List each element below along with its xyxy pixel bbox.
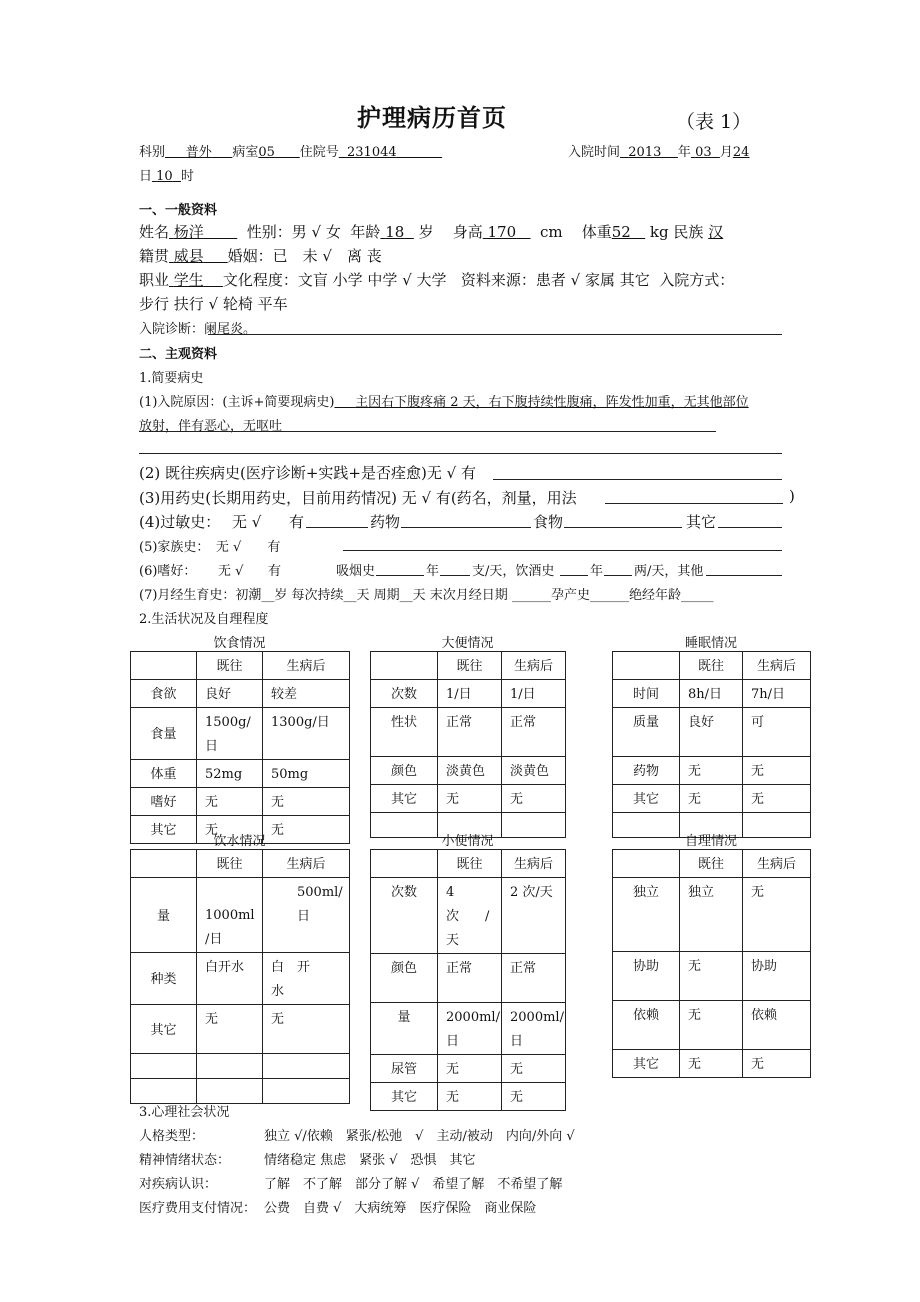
smoke-blank-1 [376,575,424,576]
sleep-table [612,651,811,838]
row-label: 颜色 [371,954,438,1003]
row-label: 药物 [613,757,680,785]
psycho-value: 情绪稳定 焦虑 紧张 √ 恐惧 其它 [264,1153,476,1168]
ward-value: 05 [258,145,275,160]
row-label: 协助 [613,952,680,1001]
cell-after: 白 开 水 [263,953,350,1005]
table-header-empty [131,652,197,680]
hobby-none: 无 √ [218,564,244,579]
height-value: 170 [487,223,517,241]
diagnosis-underline [208,334,782,335]
reason-row: (1)入院原因：(主诉+简要现病史) 主因右下腹疼痛 2 天，右下腹持续性腹痛，阵发性加重，无其他部位 [139,395,749,410]
drink-year: 年 [590,564,604,579]
psycho-label: 对疾病认识： [139,1177,218,1192]
cell-after: 无 [263,816,350,844]
cell-before: 无 [197,788,263,816]
admit-year: 2013 [628,145,662,160]
cell-before: 2000ml/ 日 [438,1003,502,1055]
table-header-empty [613,850,680,878]
row-label: 依赖 [613,1001,680,1050]
cell-before: 无 [197,816,263,844]
col-before: 既往 [197,850,263,878]
cell-after: 较差 [263,680,350,708]
menses-row: (7)月经生育史：初潮__岁 每次持续__天 周期__天 末次月经日期 ______孕产史______绝经年龄_____ [139,588,714,603]
section-general-heading: 一、一般资料 [139,203,218,218]
cell-before: 1500g/ 日 [197,708,263,760]
cell-before: 白开水 [197,953,263,1005]
ward-label: 病室 [232,145,259,160]
caption-selfcare: 自理情况 [684,834,737,849]
cell-before: 无 [438,1055,502,1083]
medication-close: ) [789,487,795,505]
row-label: 其它 [131,1005,197,1054]
smoke-year: 年 [426,564,440,579]
cell-before: 正常 [438,708,502,757]
empty-cell [197,1054,263,1079]
hobby-label: (6)嗜好： [139,564,197,579]
row-label: 尿管 [371,1055,438,1083]
row-label: 独立 [613,878,680,952]
allergy-other: 其它 [686,513,717,531]
admit-way-options: 步行 扶行 √ 轮椅 平车 [139,295,288,313]
row-label: 其它 [613,1050,680,1078]
hobby-other-blank [706,575,782,576]
caption-urine: 小便情况 [441,834,494,849]
admit-day: 24 [732,145,750,160]
cell-after: 1300g/日 [263,708,350,760]
ethnic-value: 汉 [708,223,724,241]
row-label: 体重 [131,760,197,788]
cell-before: 无 [680,952,743,1001]
family-history-row: (5)家族史： 无 √ 有 [139,540,281,555]
table-header-empty [131,850,197,878]
caption-sleep: 睡眠情况 [684,636,737,651]
dept-label: 科别 [139,145,166,160]
allergy-food: 食物 [533,513,564,531]
cell-after: 50mg [263,760,350,788]
col-after: 生病后 [502,652,566,680]
row-label: 食量 [131,708,197,760]
empty-cell [263,1054,350,1079]
smoke-label: 吸烟史 [336,564,376,579]
drink-blank-2 [604,575,632,576]
cell-after: 可 [743,708,811,757]
cell-before: 无 [680,1050,743,1078]
origin-value: 威县 [173,247,204,265]
cell-after: 1/日 [502,680,566,708]
drink-blank-1 [560,575,588,576]
allergy-blank-2 [401,527,531,528]
empty-cell [197,1079,263,1104]
col-before: 既往 [438,652,502,680]
hosp-no-value: 231044 [347,145,397,160]
hosp-no-label: 住院号 [299,145,339,160]
cell-after: 无 [743,785,811,813]
allergy-blank-3 [564,527,682,528]
cell-before: 良好 [197,680,263,708]
caption-diet: 饮食情况 [213,636,266,651]
col-before: 既往 [438,850,502,878]
smoke-blank-2 [440,575,470,576]
col-after: 生病后 [263,850,350,878]
row-label: 时间 [613,680,680,708]
drink-unit: 两/天，其他 [634,564,704,579]
cell-after: 无 [743,757,811,785]
reason-line-1: 主因右下腹疼痛 2 天，右下腹持续性腹痛，阵发性加重，无其他部位 [355,395,749,410]
cell-before: 良好 [680,708,743,757]
cell-before: 52mg [197,760,263,788]
psycho-value: 独立 √/依赖 紧张/松弛 √ 主动/被动 内向/外向 √ [264,1129,575,1144]
allergy-drug: 药物 [370,513,401,531]
table-header-empty [371,850,438,878]
stool-table [370,651,566,838]
medication-blank [605,503,783,504]
weight-value: 52 [611,223,631,241]
psycho-label: 医疗费用支付情况： [139,1201,257,1216]
row-label: 性状 [371,708,438,757]
admission-hour: 日 10 时 [139,169,194,184]
water-table [130,849,350,1104]
cell-after: 无 [502,1055,566,1083]
diet-table [130,651,350,844]
smoke-unit: 支/天，饮酒史 [472,564,555,579]
allergy-blank-4 [718,527,782,528]
cell-after: 无 [263,788,350,816]
row-label: 量 [371,1003,438,1055]
cell-before: 1/日 [438,680,502,708]
row-label: 量 [131,878,197,953]
row-label: 颜色 [371,757,438,785]
cell-before: 独立 [680,878,743,952]
selfcare-table [612,849,811,1078]
family-blank [343,550,782,551]
cell-before: 淡黄色 [438,757,502,785]
medication-row: (3)用药史(长期用药史，目前用药情况) 无 √ 有(药名，剂量，用法 [139,489,577,507]
empty-cell [131,1054,197,1079]
psycho-label: 精神情绪状态： [139,1153,231,1168]
row-label: 次数 [371,680,438,708]
cell-after: 2 次/天 [502,878,566,954]
cell-before: 无 [197,1005,263,1054]
allergy-none: 无 √ [232,513,262,531]
cell-before: 无 [680,757,743,785]
cell-after: 无 [263,1005,350,1054]
row-label: 食欲 [131,680,197,708]
dept-value: 普外 [185,145,212,160]
cell-before: 无 [438,785,502,813]
psycho-title: 3.心理社会状况 [139,1105,230,1120]
general-line-1: 姓名 杨洋 性别：男 √ 女 年龄 18 岁 身高 170 cm 体重52 kg 民族 汉 [139,223,724,241]
col-after: 生病后 [502,850,566,878]
col-after: 生病后 [263,652,350,680]
row-label: 其它 [371,1083,438,1111]
caption-water: 饮水情况 [213,834,266,849]
col-before: 既往 [197,652,263,680]
admission-line [139,141,442,160]
row-label: 次数 [371,878,438,954]
general-line-3: 职业 学生 文化程度：文盲 小学 中学 √ 大学 资料来源：患者 √ 家属 其它 入院方式： [139,271,735,289]
row-label: 其它 [131,816,197,844]
cell-before: 无 [680,785,743,813]
page-title: 护理病历首页 [357,103,507,132]
empty-cell [131,1079,197,1104]
caption-stool: 大便情况 [441,636,494,651]
cell-after: 无 [743,1050,811,1078]
cell-after: 无 [502,785,566,813]
hobby-have: 有 [268,564,282,579]
table-header-empty [371,652,438,680]
allergy-label: (4)过敏史： [139,513,221,531]
urine-table [370,849,566,1111]
past-history-blank [493,479,782,480]
row-label: 种类 [131,953,197,1005]
row-label: 其它 [613,785,680,813]
cell-before: 正常 [438,954,502,1003]
cell-after: 2000ml/ 日 [502,1003,566,1055]
cell-after: 依赖 [743,1001,811,1050]
diagnosis-row: 入院诊断：阑尾炎。 [139,322,257,337]
row-label: 其它 [371,785,438,813]
psycho-value: 公费 自费 √ 大病统筹 医疗保险 商业保险 [264,1201,537,1216]
cell-before: 1000ml /日 [197,878,263,953]
cell-after: 无 [743,878,811,952]
cell-before: 无 [438,1083,502,1111]
empty-cell [263,1079,350,1104]
cell-after: 500ml/ 日 [263,878,350,953]
cell-after: 协助 [743,952,811,1001]
cell-after: 7h/日 [743,680,811,708]
allergy-blank-1 [306,527,368,528]
cell-after: 无 [502,1083,566,1111]
admit-month: 03 [695,145,712,160]
cell-before: 8h/日 [680,680,743,708]
psycho-label: 人格类型： [139,1129,205,1144]
row-label: 嗜好 [131,788,197,816]
col-after: 生病后 [743,850,811,878]
admission-time: 入院时间 2013 年 03 月24 [568,145,750,160]
reason-blank-line [139,453,782,454]
table-header-empty [613,652,680,680]
admit-hour: 10 [156,169,173,184]
allergy-have: 有 [289,513,305,531]
cell-after: 淡黄色 [502,757,566,785]
job-value: 学生 [173,271,204,289]
diagnosis-value: 阑尾炎。 [204,322,257,337]
cell-after: 正常 [502,708,566,757]
past-history-row: (2) 既往疾病史(医疗诊断+实践+是否痊愈)无 √ 有 [139,464,476,482]
life-title: 2.生活状况及自理程度 [139,612,269,627]
history-title: 1.简要病史 [139,371,204,386]
row-label: 质量 [613,708,680,757]
age-value: 18 [385,223,405,241]
col-before: 既往 [680,850,743,878]
col-before: 既往 [680,652,743,680]
cell-after: 正常 [502,954,566,1003]
cell-before: 无 [680,1001,743,1050]
reason-underline-2 [139,431,716,432]
col-after: 生病后 [743,652,811,680]
table-tag: （表 1） [676,111,752,133]
general-line-2: 籍贯 威县 婚姻：已 未 √ 离 丧 [139,247,382,265]
section-subjective-heading: 二、主观资料 [139,347,218,362]
name-value: 杨洋 [173,223,204,241]
reason-line-2: 放射，伴有恶心，无呕吐 [139,419,283,434]
psycho-value: 了解 不了解 部分了解 √ 希望了解 不希望了解 [264,1177,563,1192]
cell-before: 4 次 / 天 [438,878,502,954]
